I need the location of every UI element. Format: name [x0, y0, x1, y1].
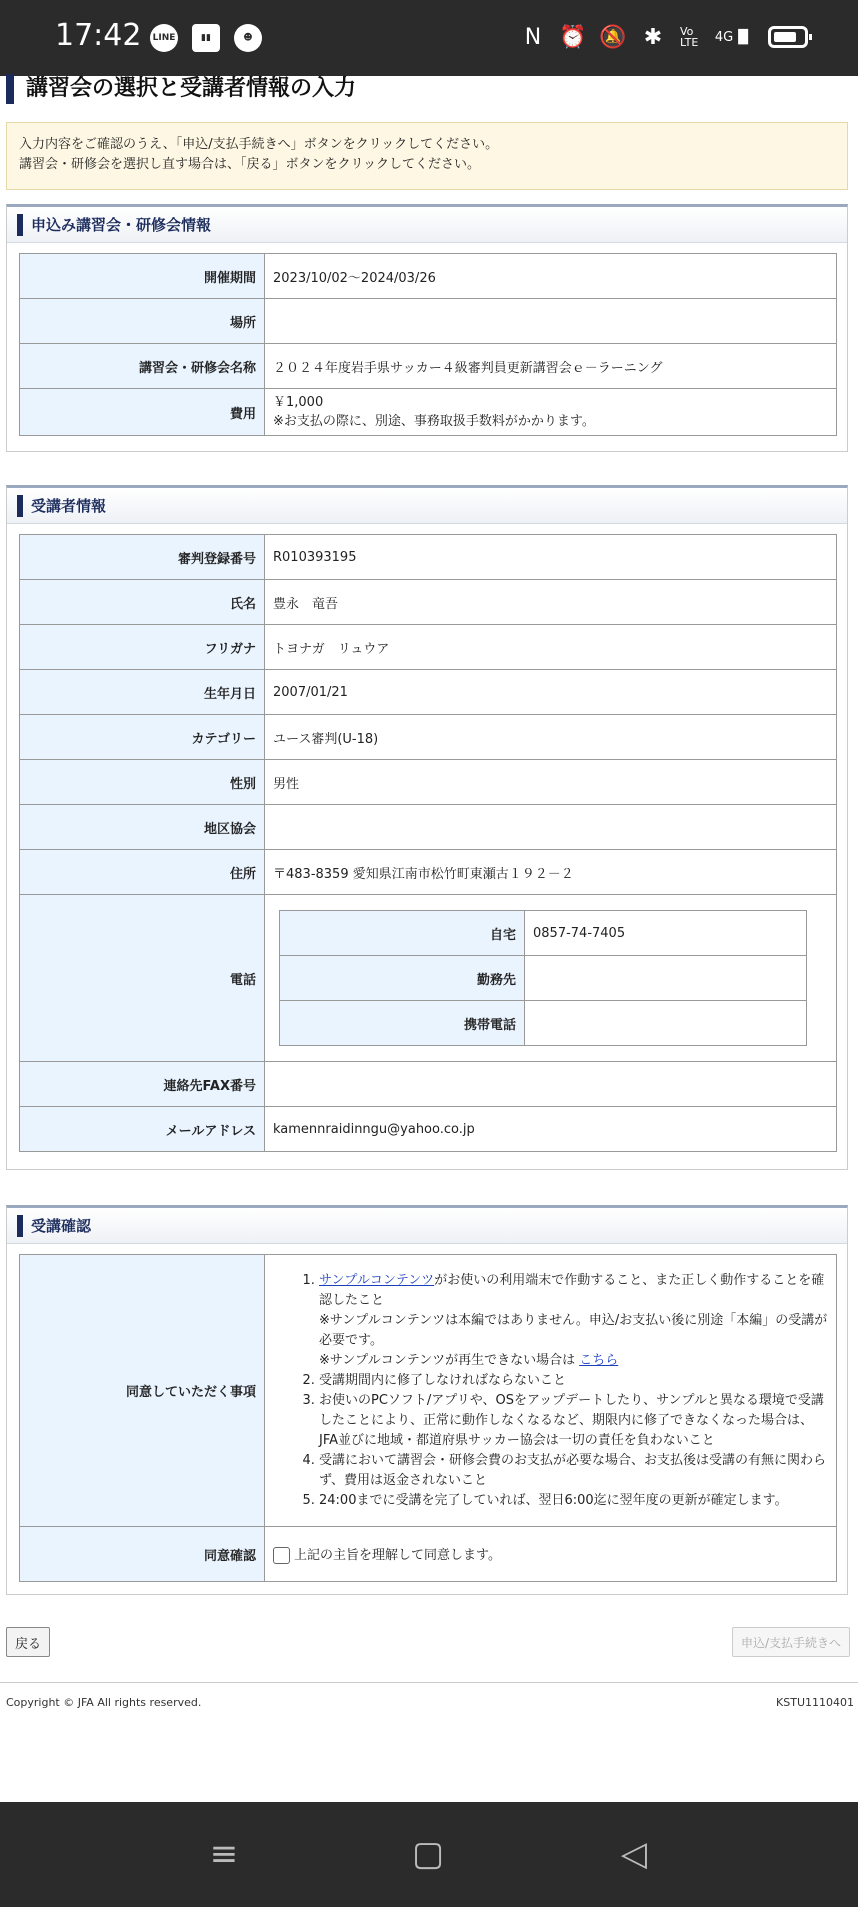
home-icon[interactable]: ▢: [411, 1834, 445, 1874]
back-nav-icon[interactable]: ◁: [620, 1834, 648, 1874]
page-title: 講習会の選択と受講者情報の入力: [6, 74, 850, 104]
consent-text[interactable]: 上記の主旨を理解して同意します。: [294, 1548, 501, 1563]
attendee-info-table: [19, 534, 837, 1152]
alarm-icon: ⏰: [559, 24, 587, 50]
field-label: 講習会・研修会名称: [20, 344, 265, 389]
table-row: [20, 625, 837, 670]
app-notification-icon: ☻: [234, 24, 262, 52]
mobile-phone-value: [525, 1001, 807, 1046]
table-row: [280, 1001, 807, 1046]
copyright: Copyright © JFA All rights reserved.: [6, 1696, 202, 1709]
district-value: [265, 805, 837, 850]
phone-table: [279, 910, 807, 1046]
table-row: [280, 911, 807, 956]
table-row: [20, 344, 837, 389]
fee-amount: ￥1,000: [273, 395, 324, 410]
notice-line-1: 入力内容をご確認のうえ、「申込/支払手続きへ」ボタンをクリックしてください。: [19, 137, 499, 152]
fax-value: [265, 1062, 837, 1107]
field-label: 住所: [20, 850, 265, 895]
field-label: フリガナ: [20, 625, 265, 670]
volte-icon: Vo LTE: [680, 25, 699, 49]
battery-icon: [768, 26, 808, 48]
attendee-info-header: [7, 488, 847, 524]
confirmation-table: [19, 1254, 837, 1582]
proceed-to-payment-button[interactable]: 申込/支払手続きへ: [732, 1627, 850, 1657]
table-row: [20, 254, 837, 299]
instruction-notice: [6, 122, 848, 190]
mute-icon: 🔕: [599, 24, 627, 50]
agreement-note: ※サンプルコンテンツが再生できない場合は: [319, 1352, 580, 1368]
field-label: 勤務先: [280, 956, 525, 1001]
course-info-heading: 申込み講習会・研修会情報: [31, 216, 212, 234]
agreement-list-cell: [265, 1255, 837, 1527]
field-label: カテゴリー: [20, 715, 265, 760]
confirmation-heading: 受講確認: [31, 1217, 92, 1235]
consent-cell: [265, 1527, 837, 1582]
field-label: 電話: [20, 895, 265, 1062]
work-phone-value: [525, 956, 807, 1001]
field-label: 性別: [20, 760, 265, 805]
agreement-item: 3. お使いのPCソフト/アプリや、OSをアップデートしたり、サンプルと異なる環境で受講したことにより、正常に動作しなくなるなど、期限内に修了できなくなった場合は、JFA並びに地域・都道府県サッカー協会は一切の責任を負わないこと: [319, 1391, 828, 1451]
furigana-value: トヨナガ リュウア: [265, 625, 837, 670]
status-bar: [0, 0, 858, 76]
divider: [0, 1682, 858, 1683]
agreement-item: 5. 24:00までに受講を完了していれば、翌日6:00迄に翌年度の更新が確定します。: [319, 1491, 828, 1511]
back-button[interactable]: 戻る: [6, 1627, 50, 1657]
confirmation-panel: [6, 1205, 848, 1595]
course-info-table: [19, 253, 837, 436]
birthdate-value: 2007/01/21: [265, 670, 837, 715]
phone-cell: [265, 895, 837, 1062]
table-row: [20, 670, 837, 715]
agreement-item: [319, 1271, 828, 1371]
sample-content-link[interactable]: サンプルコンテンツ: [319, 1272, 435, 1288]
table-row: [20, 299, 837, 344]
name-value: 豊永 竜吾: [265, 580, 837, 625]
menu-icon[interactable]: ≡: [209, 1834, 239, 1874]
course-name-value: ２０２４年度岩手県サッカー４級審判員更新講習会ｅ－ラーニング: [265, 344, 837, 389]
notice-line-2: 講習会・研修会を選択し直す場合は、「戻る」ボタンをクリックしてください。: [19, 157, 480, 172]
field-label: 携帯電話: [280, 1001, 525, 1046]
table-row: [20, 1527, 837, 1582]
table-row: [20, 1255, 837, 1527]
field-label: 氏名: [20, 580, 265, 625]
agreement-list: [273, 1271, 828, 1511]
agreement-item: 4. 受講において講習会・研修会費のお支払が必要な場合、お支払後は受講の有無に関わらず、費用は返金されないこと: [319, 1451, 828, 1491]
address-value: 〒483-8359 愛知県江南市松竹町東瀬古１９２－２: [265, 850, 837, 895]
line-app-icon: LINE: [150, 24, 178, 52]
course-location-value: [265, 299, 837, 344]
nfc-icon: N: [524, 24, 542, 50]
table-row: [20, 760, 837, 805]
table-row: [20, 1062, 837, 1107]
status-icons: [520, 22, 808, 52]
table-row: [20, 535, 837, 580]
network-label: 4G: [714, 29, 734, 45]
course-fee-value: [265, 389, 837, 436]
course-period-value: 2023/10/02〜2024/03/26: [265, 254, 837, 299]
table-row: [20, 1107, 837, 1152]
table-row: [20, 389, 837, 436]
table-row: [280, 956, 807, 1001]
attendee-info-panel: [6, 485, 848, 1170]
status-time: 17:42: [55, 18, 142, 53]
course-info-panel: [6, 204, 848, 452]
agreement-note: ※サンプルコンテンツは本編ではありません。申込/お支払い後に別途「本編」の受講が必要です。: [319, 1312, 828, 1348]
attendee-info-heading: 受講者情報: [31, 497, 107, 515]
field-label: 同意確認: [20, 1527, 265, 1582]
table-row: [20, 580, 837, 625]
field-label: 同意していただく事項: [20, 1255, 265, 1527]
referee-number-value: R010393195: [265, 535, 837, 580]
agreement-item: 2. 受講期間内に修了しなければならないこと: [319, 1371, 828, 1391]
system-nav-bar: [0, 1802, 858, 1907]
field-label: 開催期間: [20, 254, 265, 299]
bluetooth-icon: ✱: [643, 24, 663, 50]
course-info-header: [7, 207, 847, 243]
field-label: 審判登録番号: [20, 535, 265, 580]
table-row: [20, 850, 837, 895]
field-label: 自宅: [280, 911, 525, 956]
field-label: 連絡先FAX番号: [20, 1062, 265, 1107]
consent-checkbox[interactable]: [273, 1547, 290, 1564]
signal-4g-icon: 4G ▐▌: [714, 29, 754, 45]
field-label: 生年月日: [20, 670, 265, 715]
table-row: [20, 715, 837, 760]
field-label: 地区協会: [20, 805, 265, 850]
help-link[interactable]: こちら: [579, 1352, 619, 1368]
field-label: メールアドレス: [20, 1107, 265, 1152]
field-label: 費用: [20, 389, 265, 436]
email-value: kamennraidinngu@yahoo.co.jp: [265, 1107, 837, 1152]
confirmation-header: [7, 1208, 847, 1244]
category-value: ユース審判(U-18): [265, 715, 837, 760]
gender-value: 男性: [265, 760, 837, 805]
fee-note: ※お支払の際に、別途、事務取扱手数料がかかります。: [273, 414, 595, 429]
twitch-app-icon: ▮▮: [192, 24, 220, 52]
agreement-text: がお使いの利用端末で作動すること、また正しく動作することを確認したこと: [319, 1272, 825, 1308]
field-label: 場所: [20, 299, 265, 344]
table-row: [20, 895, 837, 1062]
table-row: [20, 805, 837, 850]
screen-id: KSTU1110401: [776, 1696, 854, 1709]
home-phone-value: 0857-74-7405: [525, 911, 807, 956]
